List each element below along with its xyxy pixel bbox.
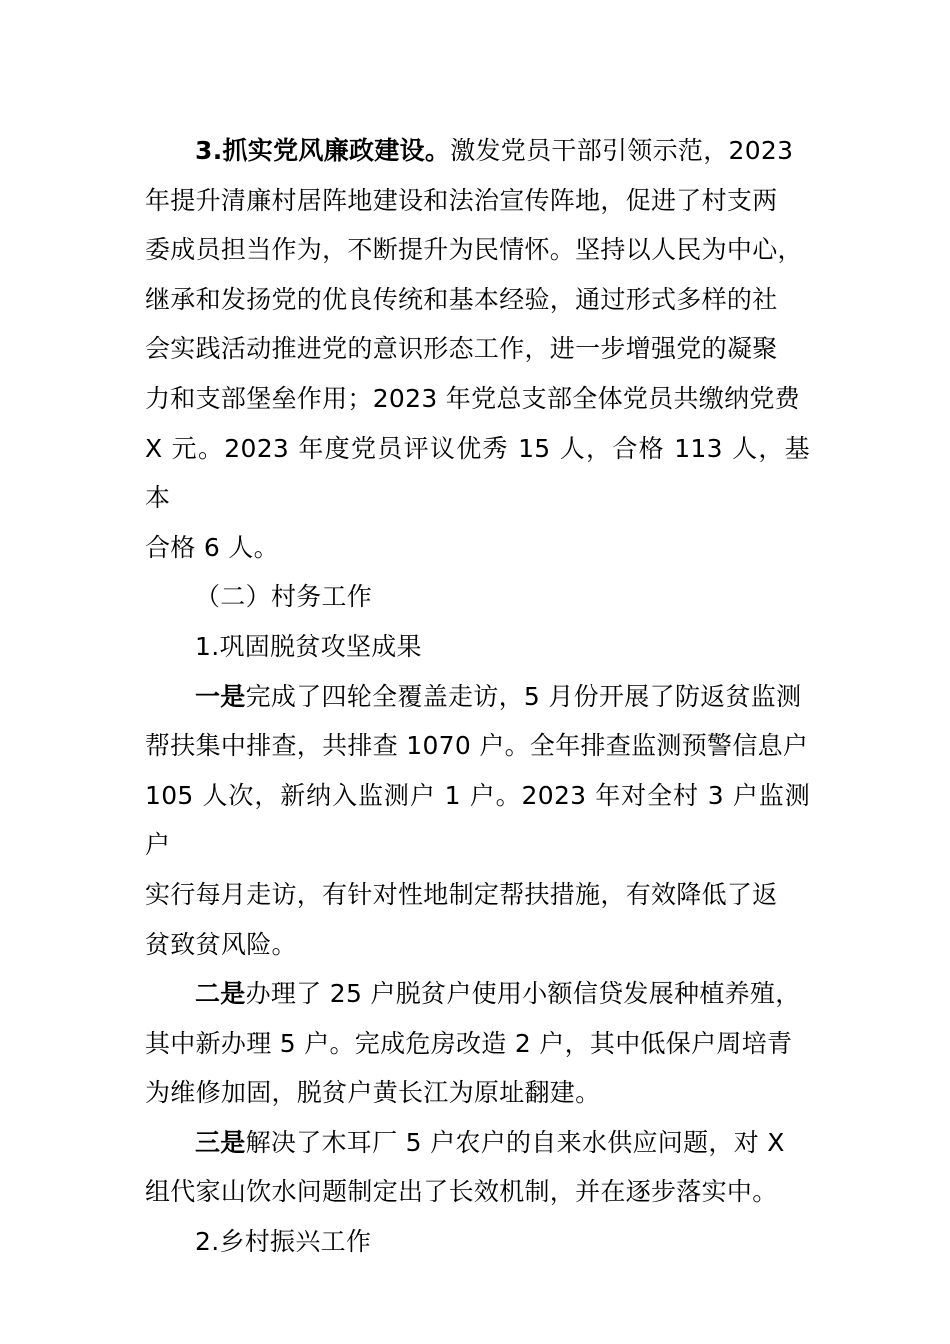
- subheading-poverty-results: [145, 622, 810, 672]
- document-body: [145, 126, 810, 1267]
- text-line: 105 人次，新纳入监测户 1 户。2023 年对全村 3 户监测户: [145, 780, 810, 860]
- paragraph-lead: 一是: [195, 681, 246, 711]
- paragraph-point-two: [145, 969, 810, 1118]
- text-line: 继承和发扬党的优良传统和基本经验，通过形式多样的社: [145, 284, 778, 314]
- text-line: 委成员担当作为，不断提升为民情怀。坚持以人民为中心，: [145, 235, 803, 265]
- paragraph-lead: 二是: [195, 979, 246, 1009]
- text-line: 帮扶集中排查，共排查 1070 户。全年排查监测预警信息户: [145, 731, 809, 761]
- text-line: 办理了 25 户脱贫户使用小额信贷发展种植养殖，: [245, 979, 801, 1009]
- paragraph-point-three: [145, 1118, 810, 1217]
- text-line: 力和支部堡垒作用；2023 年党总支部全体党员共缴纳党费: [145, 383, 800, 413]
- text-line: 2.乡村振兴工作: [195, 1227, 372, 1257]
- text-line: 完成了四轮全覆盖走访，5 月份开展了防返贫监测: [245, 681, 802, 711]
- text-line: 解决了木耳厂 5 户农户的自来水供应问题，对 X: [245, 1127, 785, 1157]
- paragraph-lead: 3.抓实党风廉政建设。: [195, 136, 451, 165]
- text-line: 组代家山饮水问题制定出了长效机制，并在逐步落实中。: [145, 1177, 778, 1207]
- text-line: X 元。2023 年度党员评议优秀 15 人，合格 113 人，基本: [145, 433, 810, 513]
- text-line: 激发党员干部引领示范，2023: [450, 136, 794, 165]
- text-line: （二）村务工作: [195, 582, 373, 612]
- text-line: 会实践活动推进党的意识形态工作，进一步增强党的凝聚: [145, 334, 778, 364]
- text-line: 1.巩固脱贫攻坚成果: [195, 631, 422, 661]
- text-line: 为维修加固，脱贫户黄长江为原址翻建。: [145, 1078, 601, 1108]
- section-heading-village-affairs: [145, 572, 810, 622]
- paragraph-party-conduct: [145, 126, 810, 572]
- text-line: 其中新办理 5 户。完成危房改造 2 户，其中低保户周培青: [145, 1028, 793, 1058]
- text-line: 贫致贫风险。: [145, 929, 297, 959]
- paragraph-point-one: [145, 672, 810, 970]
- paragraph-lead: 三是: [195, 1127, 246, 1157]
- text-line: 合格 6 人。: [145, 532, 279, 562]
- text-line: 实行每月走访，有针对性地制定帮扶措施，有效降低了返: [145, 879, 778, 909]
- text-line: 年提升清廉村居阵地建设和法治宣传阵地，促进了村支两: [145, 185, 778, 215]
- subheading-rural-revitalization: [145, 1217, 810, 1267]
